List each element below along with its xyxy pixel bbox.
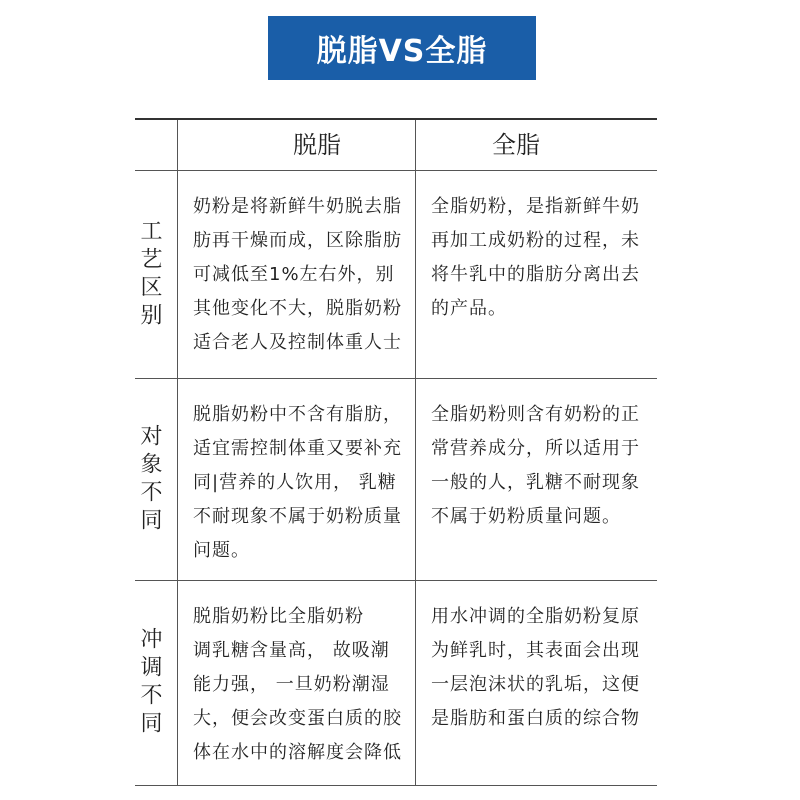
- whole-cell-audience: [415, 378, 657, 580]
- cell-line: 适合老人及控制体重人士: [193, 332, 402, 353]
- cell-line: 全脂奶粉则含有奶粉的正: [431, 404, 640, 425]
- cell-line: 是脂肪和蛋白质的综合物: [431, 708, 640, 729]
- title-banner: [268, 16, 536, 80]
- cell-line: 的产品。: [431, 298, 507, 319]
- row-label-cell-process: [135, 170, 177, 378]
- header-corner-cell: [135, 120, 177, 170]
- header-skim-label: 脱脂: [293, 131, 341, 159]
- cell-line: 肪再干燥而成，区除脂肪: [193, 230, 402, 251]
- whole-cell-process: [415, 170, 657, 378]
- row-label-cell-audience: [135, 378, 177, 580]
- cell-line: 其他变化不大，脱脂奶粉: [193, 298, 402, 319]
- cell-line: 能力强， 一旦奶粉潮湿: [193, 674, 390, 695]
- cell-line: 奶粉是将新鲜牛奶脱去脂: [193, 196, 402, 217]
- cell-line: 适宜需控制体重又要补充: [193, 438, 402, 459]
- cell-line: 全脂奶粉，是指新鲜牛奶: [431, 196, 640, 217]
- cell-line: 体在水中的溶解度会降低: [193, 742, 402, 763]
- cell-line: 将牛乳中的脂肪分离出去: [431, 264, 640, 285]
- row-label-mixing: 冲调不同: [137, 627, 162, 739]
- header-whole-label: 全脂: [492, 131, 540, 159]
- cell-line: 一般的人，乳糖不耐现象: [431, 472, 640, 493]
- cell-line: 调乳糖含量高， 故吸潮: [193, 640, 390, 661]
- cell-line: 用水冲调的全脂奶粉复原: [431, 606, 640, 627]
- header-skim-cell: [177, 120, 415, 170]
- skim-cell-audience: [177, 378, 415, 580]
- cell-line: 不耐现象不属于奶粉质量: [193, 506, 402, 527]
- page-title: 脱脂VS全脂: [316, 34, 488, 69]
- skim-cell-mixing: [177, 580, 415, 785]
- row-label-process: 工艺区别: [137, 218, 162, 331]
- cell-line: 大，便会改变蛋白质的胶: [193, 708, 402, 729]
- comparison-table: [135, 118, 657, 786]
- header-whole-cell: [415, 120, 657, 170]
- cell-line: 一层泡沫状的乳垢，这便: [431, 674, 640, 695]
- row-label-cell-mixing: [135, 580, 177, 785]
- cell-line: 为鲜乳时，其表面会出现: [431, 640, 640, 661]
- cell-line: 不属于奶粉质量问题。: [431, 506, 621, 527]
- cell-line: 可减低至1%左右外，别: [193, 264, 395, 285]
- whole-cell-mixing: [415, 580, 657, 785]
- cell-line: 脱脂奶粉比全脂奶粉: [193, 606, 364, 627]
- cell-line: 再加工成奶粉的过程，未: [431, 230, 640, 251]
- cell-line: 脱脂奶粉中不含有脂肪，: [193, 404, 402, 425]
- skim-cell-process: [177, 170, 415, 378]
- cell-line: 同|营养的人饮用， 乳糖: [193, 472, 397, 493]
- cell-line: 问题。: [193, 540, 250, 561]
- cell-line: 常营养成分，所以适用于: [431, 438, 640, 459]
- row-label-audience: 对象不同: [137, 423, 162, 536]
